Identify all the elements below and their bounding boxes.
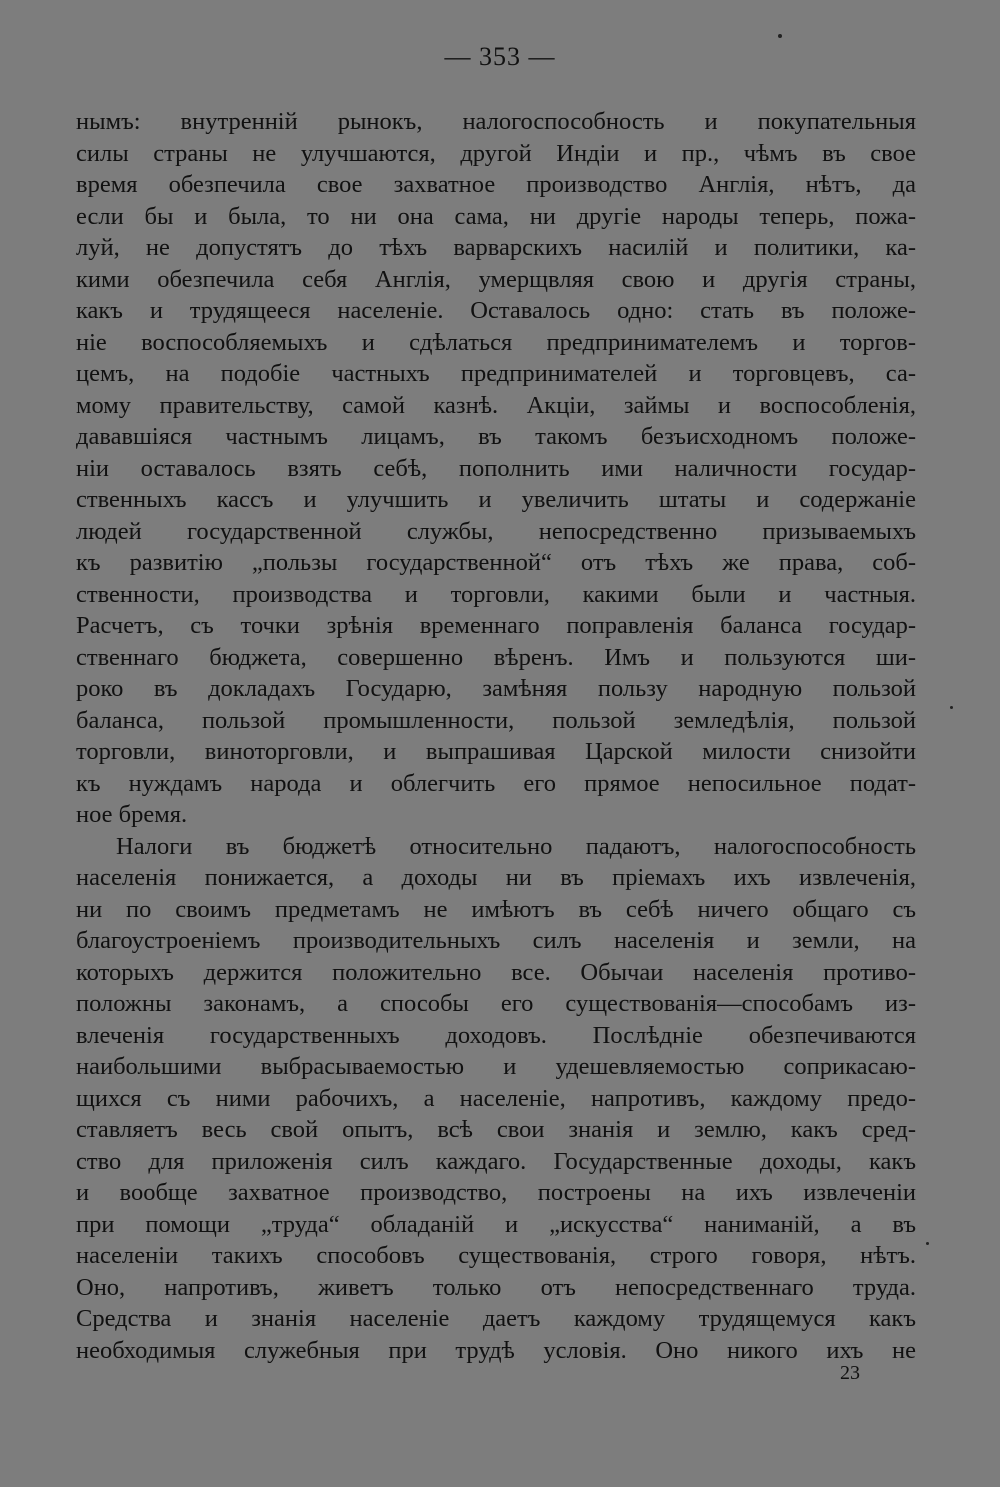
text-line: если бы и была, то ни она сама, ни другіе народы теперь, пожа-: [76, 202, 916, 230]
text-line: которыхъ держится положительно все. Обычаи населенія противо-: [76, 958, 916, 986]
text-line: ственныхъ кассъ и улучшить и увеличить штаты и содержаніе: [76, 486, 916, 513]
text-line: влеченія государственныхъ доходовъ. Послѣдніе обезпечиваются: [76, 1021, 916, 1049]
text-line: населенія понижается, а доходы ни въ пріемахъ ихъ извлеченія,: [76, 864, 916, 891]
ink-speck: [778, 34, 782, 38]
text-line: ственнаго бюджета, совершенно вѣренъ. Имъ и пользуются ши-: [76, 643, 916, 671]
text-line: ство для приложенія силъ каждаго. Государственные доходы, какъ: [76, 1147, 916, 1175]
text-line: населеніи такихъ способовъ существованія, строго говоря, нѣтъ.: [76, 1242, 916, 1269]
text-line: какъ и трудящееся населеніе. Оставалось одно: стать въ положе-: [76, 297, 916, 324]
text-line: необходимыя служебныя при трудѣ условія. Оно никого ихъ не: [76, 1336, 916, 1364]
text-line: щихся съ ними рабочихъ, а населеніе, напротивъ, каждому предо-: [76, 1084, 916, 1112]
text-line: силы страны не улучшаются, другой Индіи и пр., чѣмъ въ свое: [76, 139, 916, 167]
text-line: Средства и знанія населеніе даетъ каждому трудящемуся какъ: [76, 1305, 916, 1332]
text-line: ставляетъ весь свой опытъ, всѣ свои знанія и землю, какъ сред-: [76, 1116, 916, 1143]
text-line: къ нуждамъ народа и облегчить его прямое непосильное подат-: [76, 769, 916, 797]
text-line: ни по своимъ предметамъ не имѣютъ въ себѣ ничего общаго съ: [76, 895, 916, 923]
text-line: Налоги въ бюджетѣ относительно падаютъ, налогоспособность: [116, 832, 916, 860]
page-number: — 353 —: [444, 42, 556, 71]
text-line: время обезпечила свое захватное производство Англія, нѣтъ, да: [76, 171, 916, 198]
ink-speck: [950, 706, 953, 709]
text-line: положны законамъ, а способы его существованія—способамъ из-: [76, 990, 916, 1017]
ink-speck: [926, 1242, 929, 1245]
text-line: ніи оставалось взять себѣ, пополнить ими наличности государ-: [76, 454, 916, 482]
body-text: [76, 106, 916, 1366]
text-line: нымъ: внутренній рынокъ, налогоспособность и покупательныя: [76, 108, 916, 135]
text-line: торговли, виноторговли, и выпрашивая Царской милости снизойти: [76, 738, 916, 765]
text-line: Оно, напротивъ, живетъ только отъ непосредственнаго труда.: [76, 1273, 916, 1301]
text-line: наибольшими выбрасываемостью и удешевляемостью соприкасаю-: [76, 1053, 916, 1080]
text-line: ніе воспособляемыхъ и сдѣлаться предпринимателемъ и торгов-: [76, 328, 916, 356]
text-line: ственности, производства и торговли, какими были и частныя.: [76, 580, 916, 608]
text-line: баланса, пользой промышленности, пользой земледѣлія, пользой: [76, 706, 916, 734]
text-line: при помощи „труда“ обладаній и „искусства“ наниманій, а въ: [76, 1210, 916, 1238]
text-line: дававшіяся частнымъ лицамъ, въ такомъ безъисходномъ положе-: [76, 423, 916, 450]
text-line: благоустроеніемъ производительныхъ силъ населенія и земли, на: [76, 927, 916, 954]
text-line: къ развитію „пользы государственной“ отъ тѣхъ же права, соб-: [76, 549, 916, 576]
text-line: луй, не допустятъ до тѣхъ варварскихъ насилій и политики, ка-: [76, 234, 916, 261]
paragraph-2: [76, 831, 916, 1367]
text-line: цемъ, на подобіе частныхъ предпринимателей и торговцевъ, са-: [76, 360, 916, 387]
paragraph-1: [76, 106, 916, 831]
text-line: роко въ докладахъ Государю, замѣняя пользу народную пользой: [76, 675, 916, 702]
text-line: мому правительству, самой казнѣ. Акціи, займы и воспособленія,: [76, 391, 916, 419]
text-line: ное бремя.: [76, 801, 188, 828]
signature-mark: 23: [840, 1362, 860, 1384]
text-line: людей государственной службы, непосредственно призываемыхъ: [76, 517, 916, 545]
text-line: Расчетъ, съ точки зрѣнія временнаго поправленія баланса государ-: [76, 612, 916, 639]
text-line: кими обезпечила себя Англія, умерщвляя свою и другія страны,: [76, 265, 916, 293]
text-line: и вообще захватное производство, построены на ихъ извлеченіи: [76, 1179, 916, 1206]
